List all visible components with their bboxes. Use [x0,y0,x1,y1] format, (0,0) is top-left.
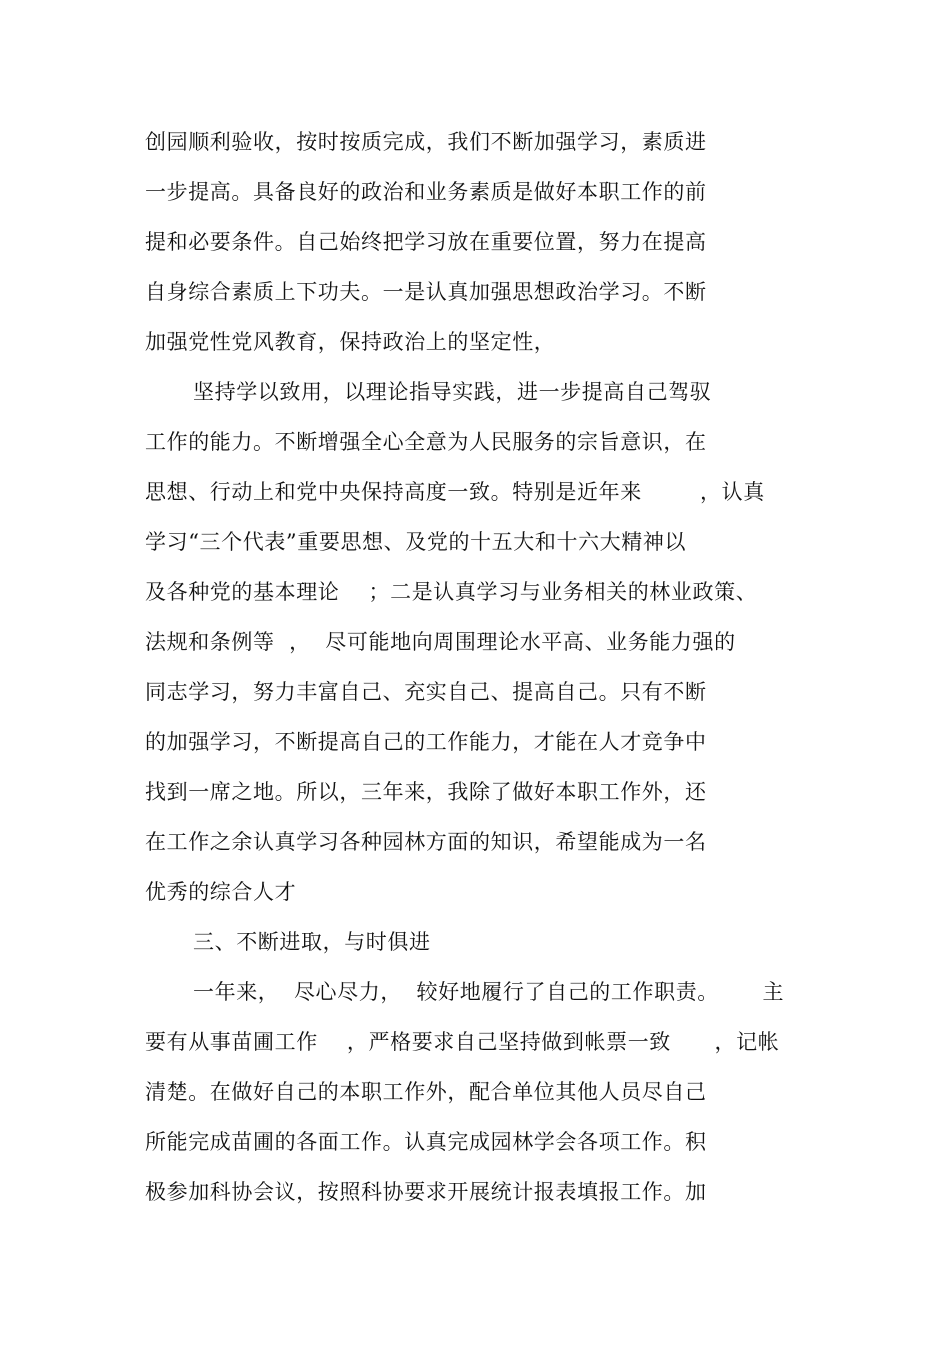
text-line: 一年来， 尽心尽力， 较好地履行了自己的工作职责。 主 [193,980,785,1004]
text-line: 及各种党的基本理论 ；二是认真学习与业务相关的林业政策、 [145,580,758,604]
text-line: 法规和条例等 ， 尽可能地向周围理论水平高、业务能力强的 [145,630,736,654]
text-line: 一步提高。具备良好的政治和业务素质是做好本职工作的前 [145,180,707,204]
text-line: 加强党性党风教育，保持政治上的坚定性， [145,330,556,354]
text-line: 在工作之余认真学习各种园林方面的知识，希望能成为一名 [145,830,707,854]
text-line: 找到一席之地。所以，三年来，我除了做好本职工作外，还 [145,780,707,804]
text-line: 清楚。在做好自己的本职工作外，配合单位其他人员尽自己 [145,1080,707,1104]
text-line: 的加强学习，不断提高自己的工作能力，才能在人才竞争中 [145,730,707,754]
text-line: 要有从事苗圃工作 ，严格要求自己坚持做到帐票一致 ，记帐 [145,1030,780,1054]
text-line: 提和必要条件。自己始终把学习放在重要位置，努力在提高 [145,230,707,254]
text-line: 创园顺利验收，按时按质完成，我们不断加强学习，素质进 [145,130,707,154]
text-line: 坚持学以致用，以理论指导实践，进一步提高自己驾驭 [193,380,712,404]
text-line: 极参加科协会议，按照科协要求开展统计报表填报工作。加 [145,1180,707,1204]
text-line: 工作的能力。不断增强全心全意为人民服务的宗旨意识，在 [145,430,707,454]
text-line: 所能完成苗圃的各面工作。认真完成园林学会各项工作。积 [145,1130,707,1154]
text-line: 思想、行动上和党中央保持高度一致。特别是近年来 ，认真 [145,480,765,504]
text-line: 学习“三个代表”重要思想、及党的十五大和十六大精神以 [145,530,687,554]
text-line: 同志学习，努力丰富自己、充实自己、提高自己。只有不断 [145,680,707,704]
text-line: 优秀的综合人才 [145,880,297,904]
section-heading: 三、不断进取，与时俱进 [193,930,431,954]
text-line: 自身综合素质上下功夫。一是认真加强思想政治学习。不断 [145,280,707,304]
